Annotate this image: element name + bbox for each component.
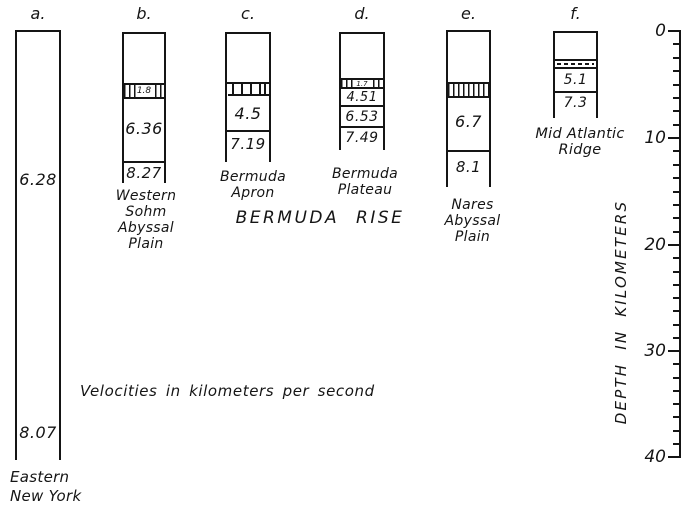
velocity-label: 4.5 (234, 104, 262, 123)
depth-axis-minor-tick (673, 390, 681, 392)
depth-axis-minor-tick (673, 43, 681, 45)
depth-axis-minor-tick (673, 297, 681, 299)
column-a-layer-807 (15, 416, 61, 460)
velocity-label: 8.27 (126, 164, 162, 182)
depth-axis-minor-tick (673, 310, 681, 312)
column-c-layer-719 (225, 132, 271, 162)
depth-axis-minor-tick (673, 324, 681, 326)
hanging-tick-symbol (260, 84, 269, 96)
depth-axis-minor-tick (673, 150, 681, 152)
velocity-label: 1.7 (356, 79, 368, 88)
depth-axis-major-tick (668, 244, 681, 246)
site-label-western-sohm: Western Sohm Abyssal Plain (115, 188, 177, 252)
depth-axis-minor-tick (673, 231, 681, 233)
depth-axis-minor-tick (673, 284, 681, 286)
column-f-sediment-band (553, 59, 598, 69)
column-header-e: e. (461, 4, 476, 23)
column-e-layer-67 (446, 98, 491, 152)
column-d-water-layer (339, 32, 385, 78)
depth-axis-minor-tick (673, 416, 681, 418)
column-c-transition-band (225, 82, 271, 96)
column-b-layer-636 (122, 99, 166, 163)
hanging-tick-symbol (228, 84, 237, 96)
site-label-eastern-new-york: Eastern New York (10, 468, 82, 505)
depth-axis-major-tick (668, 456, 681, 458)
velocity-label: 7.49 (345, 130, 379, 146)
column-d-layer-653 (339, 107, 385, 128)
column-header-d: d. (354, 4, 370, 23)
column-a-layer-628 (15, 30, 61, 416)
column-e-sediment-band (446, 82, 491, 98)
velocity-label: 4.51 (346, 90, 378, 105)
depth-axis-minor-tick (673, 337, 681, 339)
column-header-f: f. (570, 4, 581, 23)
column-e-layer-81 (446, 152, 491, 187)
depth-tick-label-40: 40 (644, 447, 666, 467)
depth-axis-major-tick (668, 350, 681, 352)
column-f-layer-73 (553, 93, 598, 118)
velocity-label: 7.3 (563, 95, 588, 111)
column-d-layer-749 (339, 128, 385, 150)
column-d-layer-451 (339, 89, 385, 107)
depth-axis-minor-tick (673, 97, 681, 99)
site-label-mid-atlantic-ridge: Mid Atlantic Ridge (535, 126, 625, 158)
column-b-water-layer (122, 32, 166, 83)
column-header-a: a. (30, 4, 46, 23)
depth-axis-minor-tick (673, 124, 681, 126)
velocity-label: 5.1 (563, 72, 588, 88)
hanging-tick-symbol (237, 84, 246, 96)
hanging-tick-symbol (246, 84, 255, 96)
depth-axis-minor-tick (673, 257, 681, 259)
site-label-bermuda-apron: Bermuda Apron (219, 169, 287, 201)
depth-axis-minor-tick (673, 110, 681, 112)
depth-axis-minor-tick (673, 70, 681, 72)
depth-axis-minor-tick (673, 217, 681, 219)
velocity-label: 6.28 (19, 170, 57, 189)
depth-axis-major-tick (668, 30, 681, 32)
velocity-label: 8.07 (19, 423, 57, 442)
depth-axis-minor-tick (673, 377, 681, 379)
depth-axis-minor-tick (673, 84, 681, 86)
depth-axis-minor-tick (673, 177, 681, 179)
depth-tick-label-10: 10 (644, 128, 666, 148)
velocity-label: 1.8 (136, 86, 152, 96)
depth-tick-label-20: 20 (644, 235, 666, 255)
depth-axis-minor-tick (673, 271, 681, 273)
column-d-sediment-band (339, 78, 385, 89)
hatch-pattern (448, 84, 489, 96)
group-label-bermuda-rise: BERMUDA RISE (235, 208, 405, 228)
depth-axis-major-tick (668, 137, 681, 139)
velocity-label: 6.7 (455, 112, 482, 131)
depth-axis-minor-tick (673, 363, 681, 365)
velocity-unit-note: Velocities in kilometers per second (80, 382, 375, 400)
column-f-layer-51 (553, 69, 598, 93)
site-label-nares: Nares Abyssal Plain (444, 197, 501, 245)
depth-axis-minor-tick (673, 204, 681, 206)
depth-axis-minor-tick (673, 57, 681, 59)
velocity-label: 6.53 (345, 109, 379, 125)
depth-axis-minor-tick (673, 430, 681, 432)
velocity-label: 6.36 (125, 119, 163, 138)
depth-axis-minor-tick (673, 443, 681, 445)
depth-tick-label-0: 0 (655, 21, 666, 41)
velocity-label: 7.19 (230, 135, 266, 153)
depth-axis-title: DEPTH IN KILOMETERS (612, 199, 630, 425)
column-b-layer-827 (122, 163, 166, 183)
column-c-water-layer (225, 32, 271, 82)
depth-tick-label-30: 30 (644, 341, 666, 361)
depth-axis-minor-tick (673, 164, 681, 166)
column-f-water-layer (553, 31, 598, 59)
site-label-bermuda-plateau: Bermuda Plateau (331, 166, 399, 198)
column-e-water-layer (446, 30, 491, 82)
depth-axis-minor-tick (673, 403, 681, 405)
column-b-sediment-band (122, 83, 166, 99)
column-header-b: b. (136, 4, 152, 23)
velocity-label: 8.1 (455, 158, 482, 176)
depth-axis-minor-tick (673, 191, 681, 193)
column-c-layer-45 (225, 96, 271, 132)
dashed-band-pattern (557, 63, 594, 65)
column-header-c: c. (241, 4, 255, 23)
